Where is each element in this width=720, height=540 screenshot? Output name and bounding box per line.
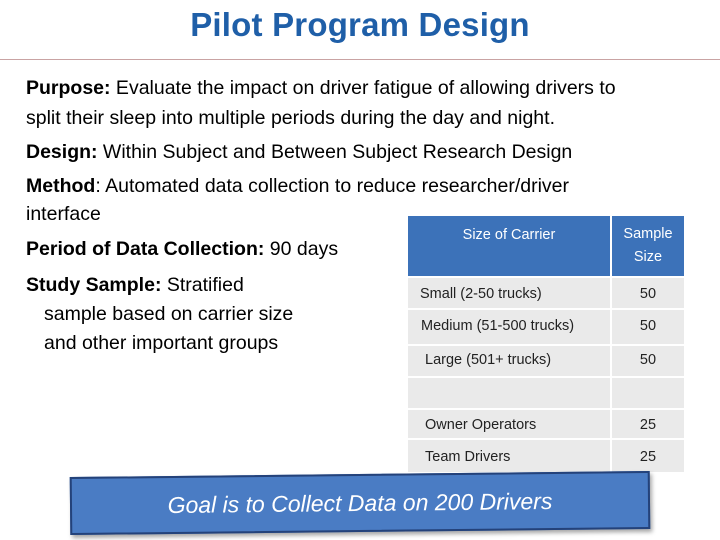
period-text: 90 days: [264, 238, 339, 260]
row-owner-operators-label: Owner Operators: [425, 417, 537, 433]
method-line-1: [26, 172, 569, 201]
period-line: [26, 235, 338, 264]
row-small-label: Small (2-50 trucks): [420, 286, 542, 302]
table-row: [408, 378, 684, 408]
header-size-of-carrier: Size of Carrier: [408, 216, 610, 276]
purpose-text: Evaluate the impact on driver fatigue of allowing drivers to: [110, 77, 616, 99]
sample-text: Stratified: [161, 274, 244, 296]
sample-line-2: sample based on carrier size: [44, 303, 294, 325]
header-sample-line-2: Size: [633, 249, 663, 265]
purpose-line-2: split their sleep into multiple periods during the day and night.: [26, 107, 555, 129]
goal-banner: [70, 471, 651, 535]
row-team-drivers-value: 25: [639, 449, 657, 465]
row-owner-operators-value: 25: [639, 417, 657, 433]
column-divider: [610, 278, 612, 472]
purpose-line-1: [26, 74, 616, 103]
method-text: : Automated data collection to reduce researcher/driver: [95, 175, 570, 197]
method-label: Method: [26, 175, 96, 197]
period-label: Period of Data Collection:: [26, 238, 265, 260]
method-line-2: interface: [26, 203, 101, 225]
row-team-drivers-label: Team Drivers: [425, 449, 511, 465]
goal-banner-text: Goal is to Collect Data on 200 Drivers: [167, 487, 553, 518]
row-large-value: 50: [639, 352, 657, 368]
sample-line-3: and other important groups: [44, 332, 279, 354]
purpose-label: Purpose:: [26, 77, 111, 99]
design-line: [26, 138, 572, 167]
design-text: Within Subject and Between Subject Research Design: [97, 141, 573, 163]
header-sample-line-1: Sample: [623, 226, 673, 242]
header-sample-size: [612, 216, 684, 276]
design-label: Design:: [26, 141, 98, 163]
sample-size-table: [408, 216, 684, 472]
sample-label: Study Sample:: [26, 274, 162, 296]
sample-line-1: [26, 271, 244, 300]
title-divider: [0, 59, 720, 60]
slide-title: Pilot Program Design: [190, 6, 530, 43]
row-medium-label: Medium (51-500 trucks): [421, 318, 575, 334]
row-small-value: 50: [639, 286, 657, 302]
row-large-label: Large (501+ trucks): [425, 352, 552, 368]
row-medium-value: 50: [639, 318, 657, 334]
